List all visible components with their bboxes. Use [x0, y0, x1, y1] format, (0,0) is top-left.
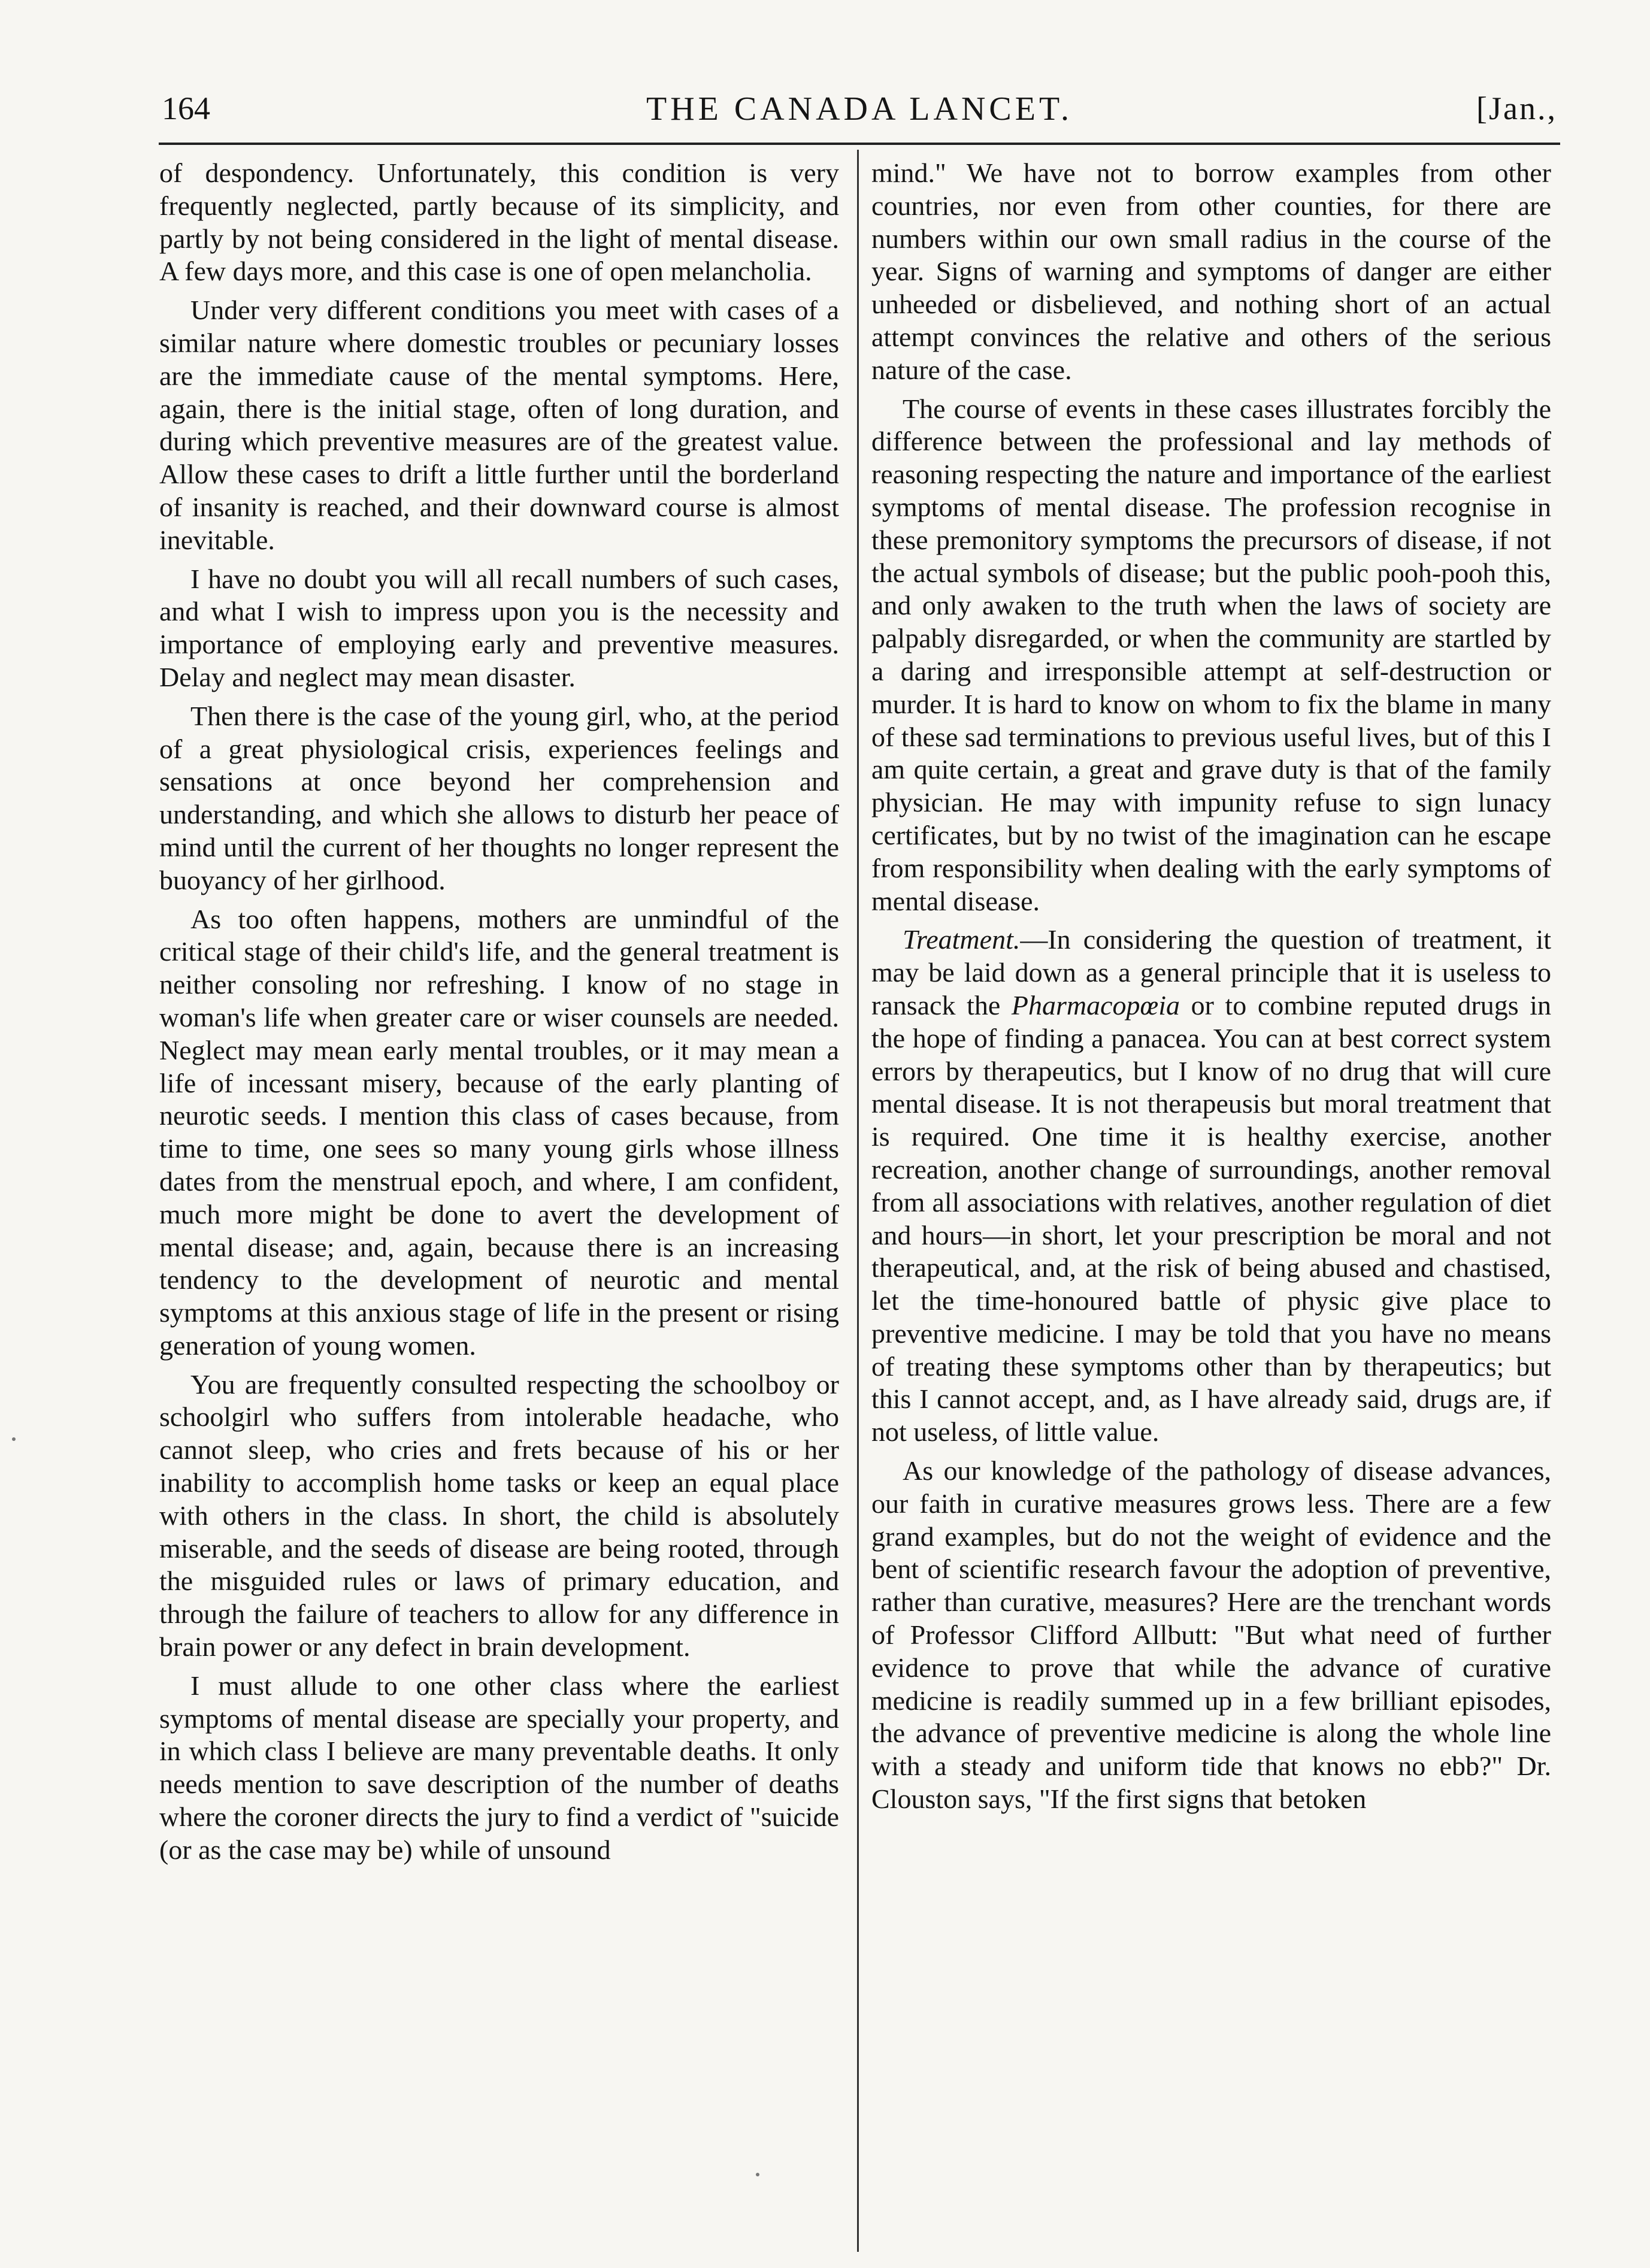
paragraph-text: —In considering the question of treatment, it may be laid down as a general principle that it is useless to ransack the: [871, 924, 1551, 1021]
paragraph: I have no doubt you will all recall numbers of such cases, and what I wish to impress upon you is the necessity and importance of employing early and preventive measures. Delay and neglect may mean disaster.: [159, 563, 839, 692]
paragraph: Under very different conditions you meet with cases of a similar nature where domestic troubles or pecuniary losses are the immediate cause of the mental symptoms. Here, again, there is the initial stage, often of long duration, and during which preventive measures are of the greatest value. Allow these cases to drift a little further until the borderland of insanity is reached, and their downward course is almost inevitable.: [159, 295, 839, 555]
right-column: [871, 157, 1551, 1822]
page-number: 164: [162, 90, 210, 126]
journal-title: THE CANADA LANCET.: [646, 90, 1073, 128]
column-divider: [857, 150, 859, 2252]
scan-speck: [756, 2173, 759, 2176]
paragraph: mind." We have not to borrow examples from other countries, nor even from other counties, for there are numbers within our own small radius in the course of the year. Signs of warning and symptoms of danger are either unheeded or disbelieved, and nothing short of an actual attempt convinces the relative and others of the serious nature of the case.: [871, 158, 1551, 385]
paragraph: You are frequently consulted respecting the schoolboy or schoolgirl who suffers from intolerable headache, who cannot sleep, who cries and frets because of his or her inability to accomplish home tasks or keep an equal place with others in the class. In short, the child is absolutely miserable, and the seeds of disease are being rooted, through the misguided rules or laws of primary education, and through the failure of teachers to allow for any difference in brain power or any defect in brain development.: [159, 1368, 839, 1663]
left-column: [159, 157, 839, 1873]
scan-speck: [12, 1437, 16, 1441]
running-header: [162, 84, 1557, 138]
treatment-paragraph: [871, 923, 1551, 1449]
paragraph: As our knowledge of the pathology of disease advances, our faith in curative measures grows less. There are a few grand examples, but do not the weight of evidence and the bent of scientific research favour the adoption of preventive, rather than curative, measures? Here are the trenchant words of Professor Clifford Allbutt: "But what need of further evidence to prove that while the advance of curative medicine is readily summed up in a few brilliant episodes, the advance of preventive medicine is along the whole line with a steady and uniform tide that knows no ebb?" Dr. Clouston says, "If the first signs that betoken: [871, 1455, 1551, 1815]
section-lead: Treatment.: [903, 924, 1021, 955]
paragraph: Then there is the case of the young girl, who, at the period of a great physiological crisis, experiences feelings and sensations at once beyond her comprehension and understanding, and which she allows to disturb her peace of mind until the current of her thoughts no longer represent the buoyancy of her girlhood.: [159, 700, 839, 895]
italic-term: Pharmacopœia: [1011, 989, 1180, 1021]
paragraph: of despondency. Unfortunately, this condition is very frequently neglected, partly because of its simplicity, and partly by not being considered in the light of mental disease. A few days more, and this case is one of open melancholia.: [159, 158, 839, 287]
paragraph: I must allude to one other class where the earliest symptoms of mental disease are specially your property, and in which class I believe are many preventable deaths. It only needs mention to save description of the number of deaths where the coroner directs the jury to find a verdict of "suicide (or as the case may be) while of unsound: [159, 1670, 839, 1865]
header-rule: [159, 143, 1560, 145]
paragraph: The course of events in these cases illustrates forcibly the difference between the professional and lay methods of reasoning respecting the nature and importance of the earliest symptoms of mental disease. The profession recognise in these premonitory symptoms the precursors of disease, if not the actual symbols of disease; but the public pooh-pooh this, and only awaken to the truth when the laws of society are palpably disregarded, or when the community are startled by a daring and irresponsible attempt at self-destruction or murder. It is hard to know on whom to fix the blame in many of these sad terminations to previous useful lives, but of this I am quite certain, a great and grave duty is that of the family physician. He may with impunity refuse to sign lunacy certificates, but by no twist of the imagination can he escape from responsibility when dealing with the early symptoms of mental disease.: [871, 393, 1551, 916]
issue-month: [Jan.,: [1476, 90, 1557, 126]
paragraph-text: or to combine reputed drugs in the hope of finding a panacea. You can at best correct system errors by therapeutics, but I know of no drug that will cure mental disease. It is not therapeusis but moral treatment that is required. One time it is healthy exercise, another recreation, another change of surroundings, another removal from all associations with relatives, another regulation of diet and hours—in short, let your prescription be moral and not therapeutical, and, at the risk of being abused and chastised, let the time-honoured battle of physic give place to preventive medicine. I may be told that you have no means of treating these symptoms other than by therapeutics; but this I cannot accept, and, as I have already said, drugs are, if not useless, of little value.: [871, 989, 1551, 1448]
paragraph: As too often happens, mothers are unmindful of the critical stage of their child's life, and the general treatment is neither consoling nor refreshing. I know of no stage in woman's life when greater care or wiser counsels are needed. Neglect may mean early mental troubles, or it may mean a life of incessant misery, because of the early planting of neurotic seeds. I mention this class of cases because, from time to time, one sees so many young girls whose illness dates from the menstrual epoch, and where, I am confident, much more might be done to avert the development of mental disease; and, again, because there is an increasing tendency to the development of neurotic and mental symptoms at this anxious stage of life in the present or rising generation of young women.: [159, 903, 839, 1361]
